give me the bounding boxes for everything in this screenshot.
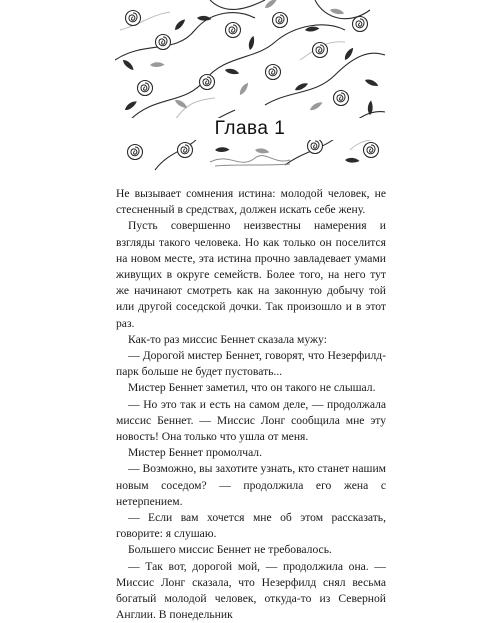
paragraph: Мистер Беннет заметил, что он такого не слышал. [128,381,376,395]
paragraph: Мистер Беннет промолчал. [128,446,262,460]
floral-ornament-icon [115,0,385,172]
paragraph: — Но это так и есть на самом деле, — продолжала миссис Беннет. — Миссис Лонг сообщила мне эту новость! Она только что ушла от меня. [116,397,386,444]
paragraph: Большего миссис Беннет не требовалось. [128,543,332,557]
chapter-title-text: Глава 1 [209,118,292,139]
chapter-body [116,186,386,623]
paragraph: — Возможно, вы захотите узнать, кто станет нашим новым соседом? — продолжила его жена с нетерпением. [116,462,386,508]
paragraph: — Дорогой мистер Беннет, говорят, что Незерфилд-парк больше не будет пустовать... [116,349,386,379]
paragraph: Не вызывает сомнения истина: молодой человек, не стесненный в средствах, должен искать себе жену. [116,187,386,217]
paragraph: Пусть совершенно неизвестны намерения и взгляды такого человека. Но как только он поселится на новом месте, эта истина прочно завладевает умами живущих в округе семейств. Более того, на него тут же начинают смотреть как на законную добычу той или другой соседской дочки. Так произошло и в этот раз. [116,219,386,330]
paragraph: — Так вот, дорогой мой, — продолжила она. — Миссис Лонг сказала, что Незерфилд снял весьма богатый молодой человек, откуда-то из Северной Англии. В понедельник [116,559,386,622]
paragraph: — Если вам хочется мне об этом рассказать, говорите: я слушаю. [116,511,386,541]
chapter-title [115,118,385,140]
paragraph: Как-то раз миссис Беннет сказала мужу: [128,332,327,346]
